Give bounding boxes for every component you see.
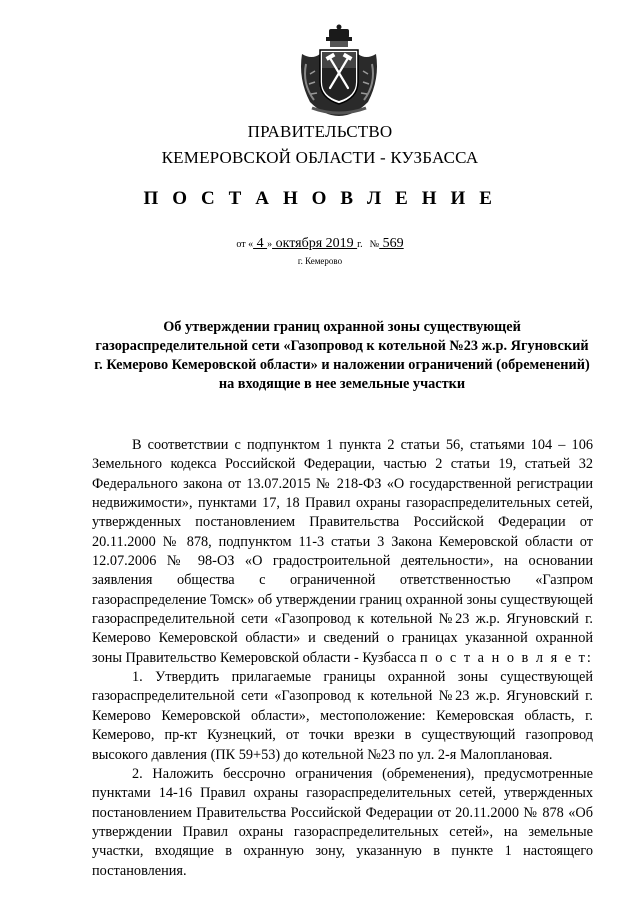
coat-of-arms-emblem xyxy=(296,24,382,118)
document-type-title: П О С Т А Н О В Л Е Н И Е xyxy=(143,188,497,209)
date-year-suffix: г. xyxy=(357,239,363,250)
preamble-paragraph xyxy=(92,436,593,668)
date-day: 4 xyxy=(253,236,268,251)
issuer-line-1: ПРАВИТЕЛЬСТВО xyxy=(247,122,393,141)
date-mid: » xyxy=(267,239,273,250)
number-label: № xyxy=(369,239,380,250)
date-prefix: от « xyxy=(236,239,254,250)
item-1-paragraph: 1. Утвердить прилагаемые границы охранной зоны существующей газораспределительной сети «Газопровод к котельной №23 ж.р. Ягуновский г. Кемерово Кемеровской области», местоположение: Кемеровская область, г. Кемерово, пр-кт Кузнецкий, от точки врезки в существующий газопровод высокого давления (ПК 59+53) до котельной №23 по ул. 2-я Малоплановая. xyxy=(92,669,593,763)
item-2-paragraph: 2. Наложить бессрочно ограничения (обременения), предусмотренные пунктами 14-16 Правил охраны газораспределительных сетей, утвержденных постановлением Правительства Российской Федерации от 20.11.2000 № 878 «Об утверждении Правил охраны газораспределительных сетей», на земельные участки, входящие в охранную зону, указанную в пункте 1 настоящего постановления. xyxy=(92,765,593,879)
subject-heading: Об утверждении границ охранной зоны существующей газораспределительной сети «Газопровод к котельной №23 ж.р. Ягуновский г. Кемерово Кемеровской области» и наложении ограничений (обременений) на входящие в нее земельные участки xyxy=(94,319,590,392)
city-line: г. Кемерово xyxy=(297,256,343,266)
date-month-year: октября 2019 xyxy=(272,236,358,251)
preamble-text: В соответствии с подпунктом 1 пункта 2 статьи 56, статьями 104 – 106 Земельного кодекса Российской Федерации, частью 2 статьи 19, статьей 32 Федерального закона от 13.07.2015 № 218-ФЗ «О государственной регистрации недвижимости», пунктами 17, 18 Правил охраны газораспределительных сетей, утвержденных постановлением Правительства Российской Федерации от 20.11.2000 № 878, подпунктом 11-3 статьи 3 Закона Кемеровской области от 12.07.2006 № 98-ОЗ «О градостроительной деятельности», на основании заявления общества с ограниченной ответственностью «Газпром газораспределение Томск» об утверждении границ охранной зоны существующей газораспределительной сети «Газопровод к котельной №23 ж.р. Ягуновский г. Кемерово Кемеровской области» и сведений о границах указанной охранной зоны Правительство Кемеровской области - Кузбасса xyxy=(92,437,593,666)
resolves-word: п о с т а н о в л я е т: xyxy=(419,649,593,666)
date-number-line xyxy=(0,236,640,252)
document-body xyxy=(92,436,593,881)
issuer-line-2: КЕМЕРОВСКОЙ ОБЛАСТИ - КУЗБАССА xyxy=(161,148,479,167)
document-number: 569 xyxy=(379,236,404,251)
